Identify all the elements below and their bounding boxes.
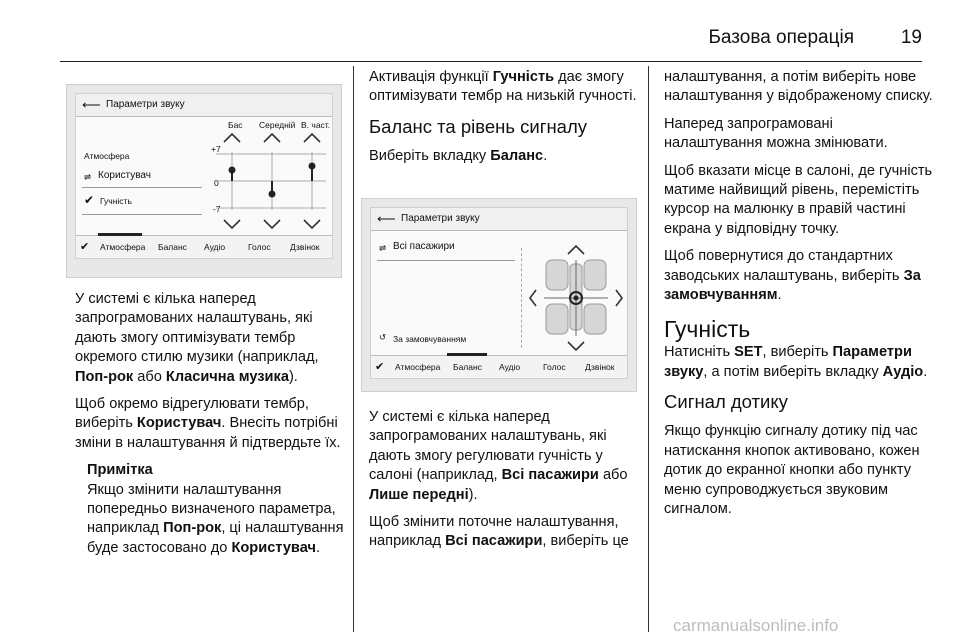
- checkmark-icon: ✔: [84, 193, 95, 207]
- chevron-up-icon: [224, 134, 240, 142]
- section-heading: Сигнал дотику: [664, 391, 788, 413]
- chevron-right-icon: [616, 290, 622, 306]
- chevron-up-icon: [568, 246, 584, 254]
- column-2-lower: [369, 408, 637, 560]
- paragraph: Щоб змінити поточне налаштування, наприклад Всі пасажири, виберіть це: [369, 514, 629, 550]
- column-label: В. част.: [301, 120, 331, 130]
- column-divider: [648, 66, 649, 632]
- back-arrow-icon: ⟵: [377, 211, 396, 226]
- header-title: Базова операція: [708, 27, 854, 48]
- column-label: Бас: [228, 120, 243, 130]
- list-icon: ⇌: [84, 172, 92, 182]
- menu-item: Користувач: [98, 170, 151, 181]
- scale-label: 0: [214, 178, 219, 188]
- column-divider: [353, 66, 354, 632]
- screen-title: Параметри звуку: [401, 213, 480, 224]
- menu-item: Атмосфера: [84, 151, 130, 161]
- screen-title: Параметри звуку: [106, 99, 185, 110]
- tab-atmosphere: Атмосфера: [100, 242, 146, 252]
- chevron-left-icon: [530, 290, 536, 306]
- menu-item: Всі пасажири: [393, 241, 455, 252]
- figure-balance-settings: [361, 198, 637, 392]
- tab-audio: Аудіо: [499, 362, 521, 372]
- column-label: Середній: [259, 120, 296, 130]
- watermark: carmanualsonline.info: [673, 616, 839, 635]
- paragraph: Наперед запрограмовані налаштування можна змінювати.: [664, 115, 888, 152]
- note-title: Примітка: [87, 462, 153, 479]
- tab-atmosphere: Атмосфера: [395, 362, 441, 372]
- paragraph: Щоб окремо відрегулювати тембр, виберіть Користувач. Внесіть потрібні зміни в налаштування й підтвердьте їх.: [75, 396, 341, 451]
- section-heading: Баланс та рівень сигналу: [369, 115, 587, 137]
- paragraph: налаштування, а потім виберіть нове налаштування у відображеному списку.: [664, 69, 933, 105]
- reset-icon: ↺: [379, 332, 387, 342]
- tab-voice: Голос: [248, 242, 271, 252]
- chevron-down-icon: [568, 342, 584, 350]
- chevron-down-icon: [304, 220, 320, 228]
- tab-voice: Голос: [543, 362, 566, 372]
- chevron-down-icon: [264, 220, 280, 228]
- active-tab-indicator: [447, 353, 487, 356]
- chevron-up-icon: [264, 134, 280, 142]
- paragraph: Активація функції Гучність дає змогу оптимізувати тембр на низькій гучності.: [369, 69, 637, 105]
- paragraph: Щоб вказати місце в салоні, де гучність матиме найвищий рівень, перемістіть курсор на малюнку в правій частині екрана у відповідну точку.: [664, 162, 933, 237]
- figure-sound-settings: [66, 84, 342, 278]
- checkmark-icon: ✔: [80, 241, 90, 253]
- list-icon: ⇌: [379, 243, 387, 253]
- paragraph: Якщо функцію сигналу дотику під час натискання кнопок активовано, кожен дотик до екранної кнопки або пункту меню супроводжується звуковим сигналом.: [664, 423, 920, 517]
- paragraph: У системі є кілька наперед запрограмованих налаштувань, які дають змогу регулювати гучність у салоні (наприклад, Всі пасажири або Лише передні).: [369, 409, 628, 503]
- tab-balance: Баланс: [453, 362, 482, 372]
- menu-item: Гучність: [100, 196, 132, 206]
- scale-label: -7: [213, 204, 221, 214]
- tab-balance: Баланс: [158, 242, 187, 252]
- paragraph: У системі є кілька наперед запрограмованих налаштувань, які дають змогу оптимізувати тембр окремого стилю музики (наприклад, Поп-рок або Класична музика).: [75, 291, 319, 385]
- equalizer-sliders: [216, 130, 326, 230]
- header-rule: [60, 61, 922, 62]
- page-number: 19: [900, 27, 922, 48]
- back-arrow-icon: ⟵: [82, 97, 101, 112]
- column-3: [664, 68, 934, 527]
- note-block: [87, 461, 345, 558]
- paragraph: Натисніть SET, виберіть Параметри звуку, а потім виберіть вкладку Аудіо.: [664, 344, 928, 380]
- divider: [82, 187, 202, 188]
- menu-item: За замовчуванням: [393, 334, 467, 344]
- divider: [82, 214, 202, 215]
- paragraph: Щоб повернутися до стандартних заводських налаштувань, виберіть За замовчуванням.: [664, 248, 921, 304]
- section-heading: Гучність: [664, 316, 751, 343]
- column-2: [369, 68, 637, 174]
- chevron-down-icon: [224, 220, 240, 228]
- tab-call: Дзвінок: [290, 242, 320, 252]
- page-header: [60, 27, 922, 55]
- seat-balance-map: [526, 242, 626, 354]
- tab-audio: Аудіо: [204, 242, 226, 252]
- scale-label: +7: [211, 144, 221, 154]
- active-tab-indicator: [98, 233, 142, 236]
- column-1: [75, 290, 345, 558]
- note-text: Якщо змінити налаштування попередньо визначеного параметра, наприклад Поп-рок, ці налаштування буде застосовано до Користувач.: [87, 481, 344, 556]
- tab-call: Дзвінок: [585, 362, 615, 372]
- chevron-up-icon: [304, 134, 320, 142]
- paragraph: Виберіть вкладку Баланс.: [369, 147, 548, 164]
- checkmark-icon: ✔: [375, 361, 385, 373]
